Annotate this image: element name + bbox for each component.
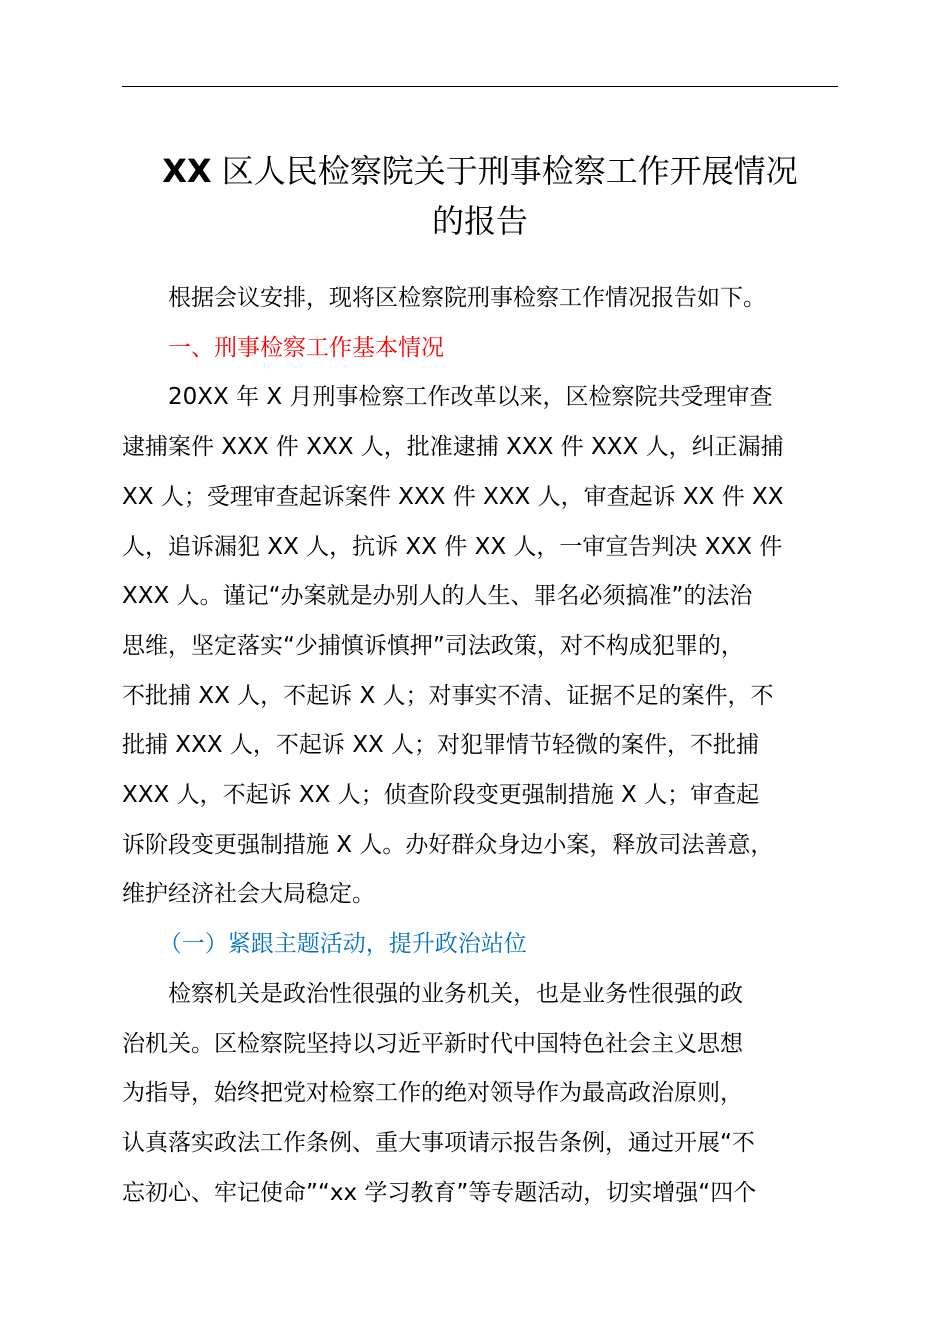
subsection1-line: 检察机关是政治性很强的业务机关，也是业务性很强的政 [168,980,743,1007]
subsection1-line: 认真落实政法工作条例、重大事项请示报告条例，通过开展“不 [122,1129,755,1156]
section1-line: 不批捕 XX 人，不起诉 X 人；对事实不清、证据不足的案件，不 [122,682,774,709]
subsection-heading-1: （一）紧跟主题活动，提升政治站位 [158,931,527,958]
section1-line: XXX 人。谨记“办案就是办别人的人生、罪名必须搞准”的法治 [122,583,753,610]
section-heading-1: 一、刑事检察工作基本情况 [168,334,444,361]
subsection1-line: 为指导，始终把党对检察工作的绝对领导作为最高政治原则， [122,1080,743,1107]
section1-line: 人，追诉漏犯 XX 人，抗诉 XX 件 XX 人，一审宣告判决 XXX 件 [122,533,783,560]
section1-line: XXX 人，不起诉 XX 人；侦查阶段变更强制措施 X 人；审查起 [122,782,760,809]
section1-line: 20XX 年 X 月刑事检察工作改革以来，区检察院共受理审查 [168,384,773,411]
subsection1-line: 治机关。区检察院坚持以习近平新时代中国特色社会主义思想 [122,1030,743,1057]
subsection1-paragraph [122,970,838,1219]
document-body [122,274,838,1218]
title-line2: 的报告 [431,202,528,240]
title-line1: 区人民检察院关于刑事检察工作开展情况 [221,152,798,190]
intro-paragraph: 根据会议安排，现将区检察院刑事检察工作情况报告如下。 [168,285,766,311]
section1-line: XX 人；受理审查起诉案件 XXX 件 XXX 人，审查起诉 XX 件 XX [122,483,784,510]
section1-line: 维护经济社会大局稳定。 [122,881,375,908]
section1-paragraph [122,373,838,920]
subsection1-line: 忘初心、牢记使命”“xx 学习教育”等专题活动，切实增强“四个 [122,1179,757,1206]
title-prefix: XX [162,152,212,190]
section1-line: 逮捕案件 XXX 件 XXX 人，批准逮捕 XXX 件 XXX 人，纠正漏捕 [122,434,784,461]
header-rule [122,86,838,87]
section1-line: 批捕 XXX 人，不起诉 XX 人；对犯罪情节轻微的案件，不批捕 [122,732,760,759]
section1-line: 诉阶段变更强制措施 X 人。办好群众身边小案，释放司法善意， [122,831,774,858]
section1-line: 思维，坚定落实“少捕慎诉慎押”司法政策，对不构成犯罪的， [122,632,744,659]
document-title [110,146,850,246]
